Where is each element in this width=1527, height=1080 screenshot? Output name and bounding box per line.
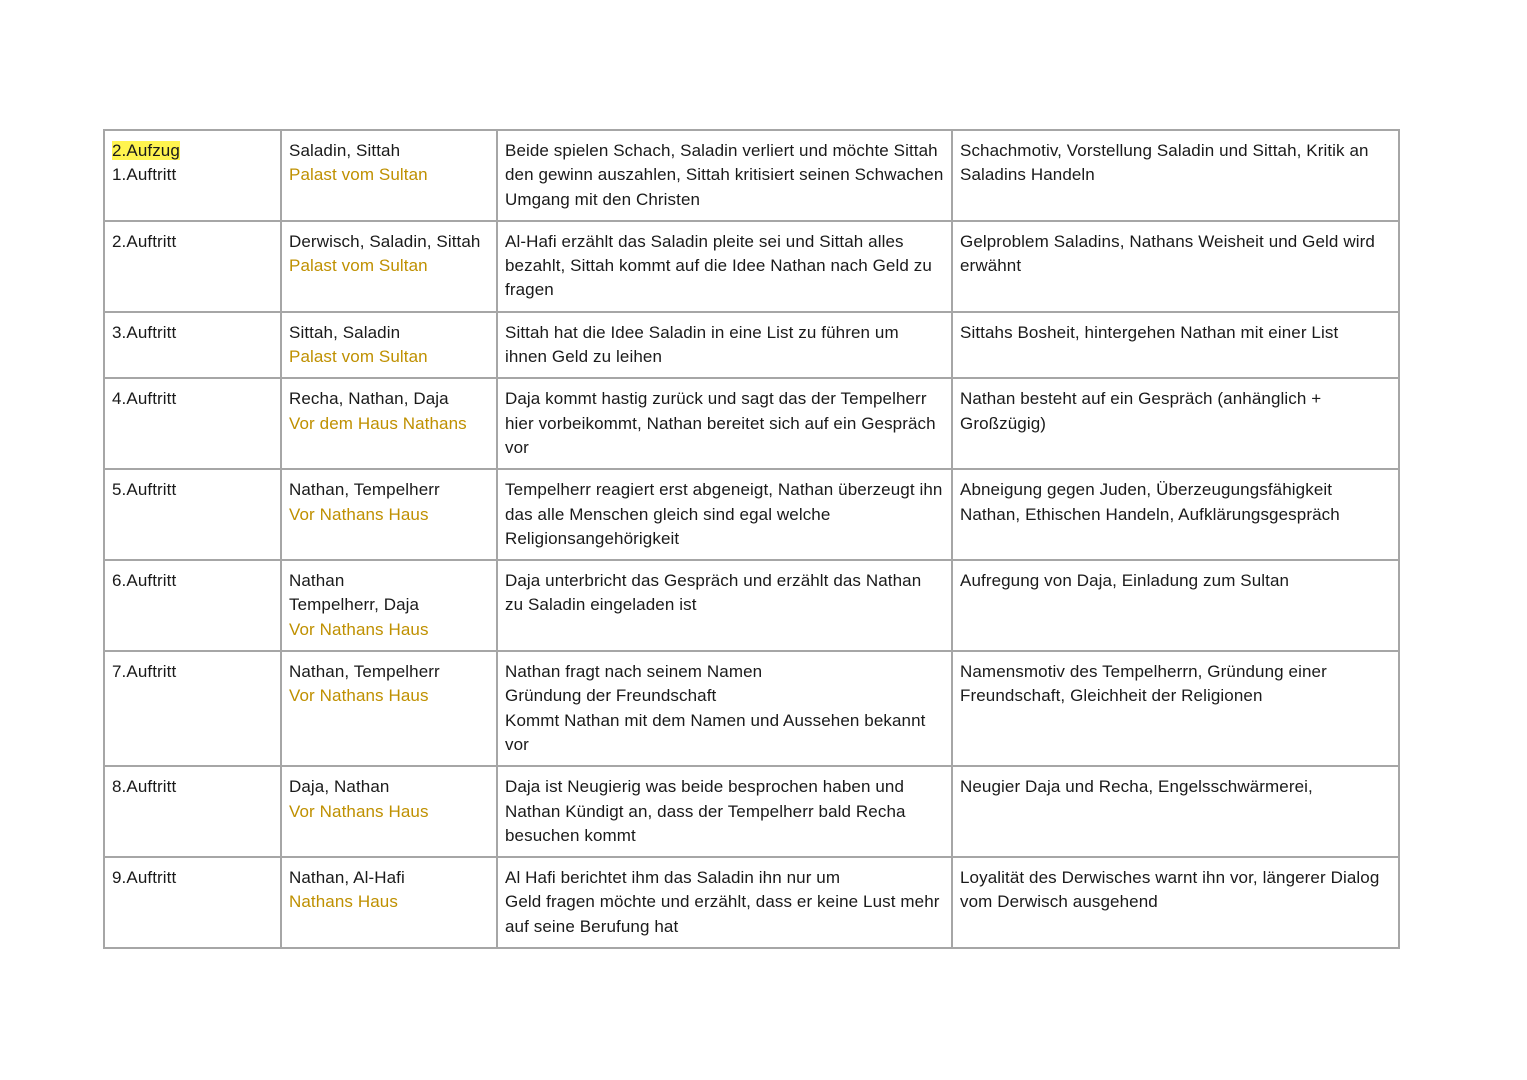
table-row — [104, 651, 1399, 766]
location-text: Vor Nathans Haus — [289, 801, 429, 821]
scene-label: 2.Auftritt — [112, 231, 177, 251]
location-text: Vor dem Haus Nathans — [289, 413, 467, 433]
summary-text: Daja unterbricht das Gespräch und erzählt das Nathan zu Saladin eingeladen ist — [505, 571, 922, 615]
characters-cell — [281, 857, 497, 948]
scene-cell — [104, 378, 281, 469]
summary-cell — [497, 378, 952, 469]
themes-cell — [952, 857, 1399, 948]
location-text: Vor Nathans Haus — [289, 504, 429, 524]
scene-cell — [104, 469, 281, 560]
scene-label: 1.Auftritt — [112, 165, 177, 185]
summary-text: Al Hafi berichtet ihm das Saladin ihn nur um — [505, 868, 841, 888]
scene-label: 4.Auftritt — [112, 389, 177, 409]
characters-cell — [281, 469, 497, 560]
table-row — [104, 221, 1399, 312]
summary-cell — [497, 766, 952, 857]
location-text: Vor Nathans Haus — [289, 619, 429, 639]
themes-cell — [952, 560, 1399, 651]
characters-text: Tempelherr, Daja — [289, 595, 420, 615]
summary-cell — [497, 312, 952, 379]
scene-cell — [104, 130, 281, 221]
themes-cell — [952, 312, 1399, 379]
scene-cell — [104, 560, 281, 651]
scene-label: 9.Auftritt — [112, 868, 177, 888]
scene-cell — [104, 766, 281, 857]
themes-cell — [952, 469, 1399, 560]
table-row — [104, 560, 1399, 651]
location-text: Vor Nathans Haus — [289, 686, 429, 706]
characters-text: Daja, Nathan — [289, 777, 390, 797]
summary-text: Daja ist Neugierig was beide besprochen haben und Nathan Kündigt an, dass der Tempelherr bald Recha besuchen kommt — [505, 777, 906, 845]
themes-cell — [952, 130, 1399, 221]
characters-text: Nathan — [289, 571, 345, 591]
characters-text: Nathan, Al-Hafi — [289, 868, 405, 888]
scene-table-body — [104, 130, 1399, 948]
characters-cell — [281, 221, 497, 312]
location-text: Palast vom Sultan — [289, 256, 428, 276]
summary-text: Nathan fragt nach seinem Namen — [505, 662, 763, 682]
themes-text: Sittahs Bosheit, hintergehen Nathan mit einer List — [960, 322, 1339, 342]
summary-text: Daja kommt hastig zurück und sagt das der Tempelherr hier vorbeikommt, Nathan bereitet sich auf ein Gespräch vor — [505, 389, 936, 457]
summary-text: Kommt Nathan mit dem Namen und Aussehen bekannt vor — [505, 710, 926, 754]
characters-text: Nathan, Tempelherr — [289, 662, 440, 682]
table-row — [104, 378, 1399, 469]
characters-text: Nathan, Tempelherr — [289, 480, 440, 500]
scene-label: 8.Auftritt — [112, 777, 177, 797]
themes-cell — [952, 766, 1399, 857]
characters-cell — [281, 312, 497, 379]
scene-overview-sheet — [103, 129, 1398, 949]
themes-text: Loyalität des Derwisches warnt ihn vor, längerer Dialog vom Derwisch ausgehend — [960, 868, 1380, 912]
themes-cell — [952, 651, 1399, 766]
summary-text: Beide spielen Schach, Saladin verliert und möchte Sittah den gewinn auszahlen, Sittah kritisiert seinen Schwachen Umgang mit den Christen — [505, 141, 944, 209]
characters-cell — [281, 130, 497, 221]
characters-text: Saladin, Sittah — [289, 141, 401, 160]
location-text: Palast vom Sultan — [289, 347, 428, 367]
characters-cell — [281, 766, 497, 857]
characters-text: Derwisch, Saladin, Sittah — [289, 231, 481, 251]
themes-text: Schachmotiv, Vorstellung Saladin und Sittah, Kritik an Saladins Handeln — [960, 141, 1369, 185]
themes-text: Nathan besteht auf ein Gespräch (anhänglich + Großzügig) — [960, 389, 1322, 433]
scene-label: 7.Auftritt — [112, 662, 177, 682]
summary-cell — [497, 857, 952, 948]
scene-cell — [104, 221, 281, 312]
summary-text: Sittah hat die Idee Saladin in eine List zu führen um ihnen Geld zu leihen — [505, 322, 899, 367]
themes-text: Neugier Daja und Recha, Engelsschwärmerei, — [960, 777, 1313, 797]
characters-text: Sittah, Saladin — [289, 322, 401, 342]
table-row — [104, 312, 1399, 379]
scene-label: 6.Auftritt — [112, 571, 177, 591]
summary-text: Al-Hafi erzählt das Saladin pleite sei und Sittah alles bezahlt, Sittah kommt auf die Idee Nathan nach Geld zu fragen — [505, 231, 932, 300]
summary-text: Gründung der Freundschaft — [505, 686, 717, 706]
summary-text: Geld fragen möchte und erzählt, dass er keine Lust mehr auf seine Berufung hat — [505, 892, 940, 936]
summary-cell — [497, 221, 952, 312]
scene-label: 5.Auftritt — [112, 480, 177, 500]
scene-cell — [104, 312, 281, 379]
act-label: 2.Aufzug — [112, 141, 180, 160]
summary-cell — [497, 469, 952, 560]
themes-text: Abneigung gegen Juden, Überzeugungsfähigkeit Nathan, Ethischen Handeln, Aufklärungsgespräch — [960, 480, 1340, 524]
themes-text: Namensmotiv des Tempelherrn, Gründung einer Freundschaft, Gleichheit der Religionen — [960, 662, 1327, 706]
themes-text: Gelproblem Saladins, Nathans Weisheit und Geld wird erwähnt — [960, 231, 1375, 276]
summary-cell — [497, 560, 952, 651]
characters-cell — [281, 378, 497, 469]
scene-cell — [104, 651, 281, 766]
location-text: Palast vom Sultan — [289, 165, 428, 185]
themes-cell — [952, 221, 1399, 312]
themes-cell — [952, 378, 1399, 469]
characters-cell — [281, 651, 497, 766]
scene-table — [103, 129, 1400, 949]
scene-label: 3.Auftritt — [112, 322, 177, 342]
scene-cell — [104, 857, 281, 948]
characters-cell — [281, 560, 497, 651]
summary-text: Tempelherr reagiert erst abgeneigt, Nathan überzeugt ihn das alle Menschen gleich sind egal welche Religionsangehörigkeit — [505, 480, 943, 548]
table-row — [104, 130, 1399, 221]
themes-text: Aufregung von Daja, Einladung zum Sultan — [960, 571, 1290, 591]
summary-cell — [497, 651, 952, 766]
summary-cell — [497, 130, 952, 221]
location-text: Nathans Haus — [289, 892, 398, 912]
table-row — [104, 857, 1399, 948]
table-row — [104, 469, 1399, 560]
table-row — [104, 766, 1399, 857]
characters-text: Recha, Nathan, Daja — [289, 389, 449, 409]
